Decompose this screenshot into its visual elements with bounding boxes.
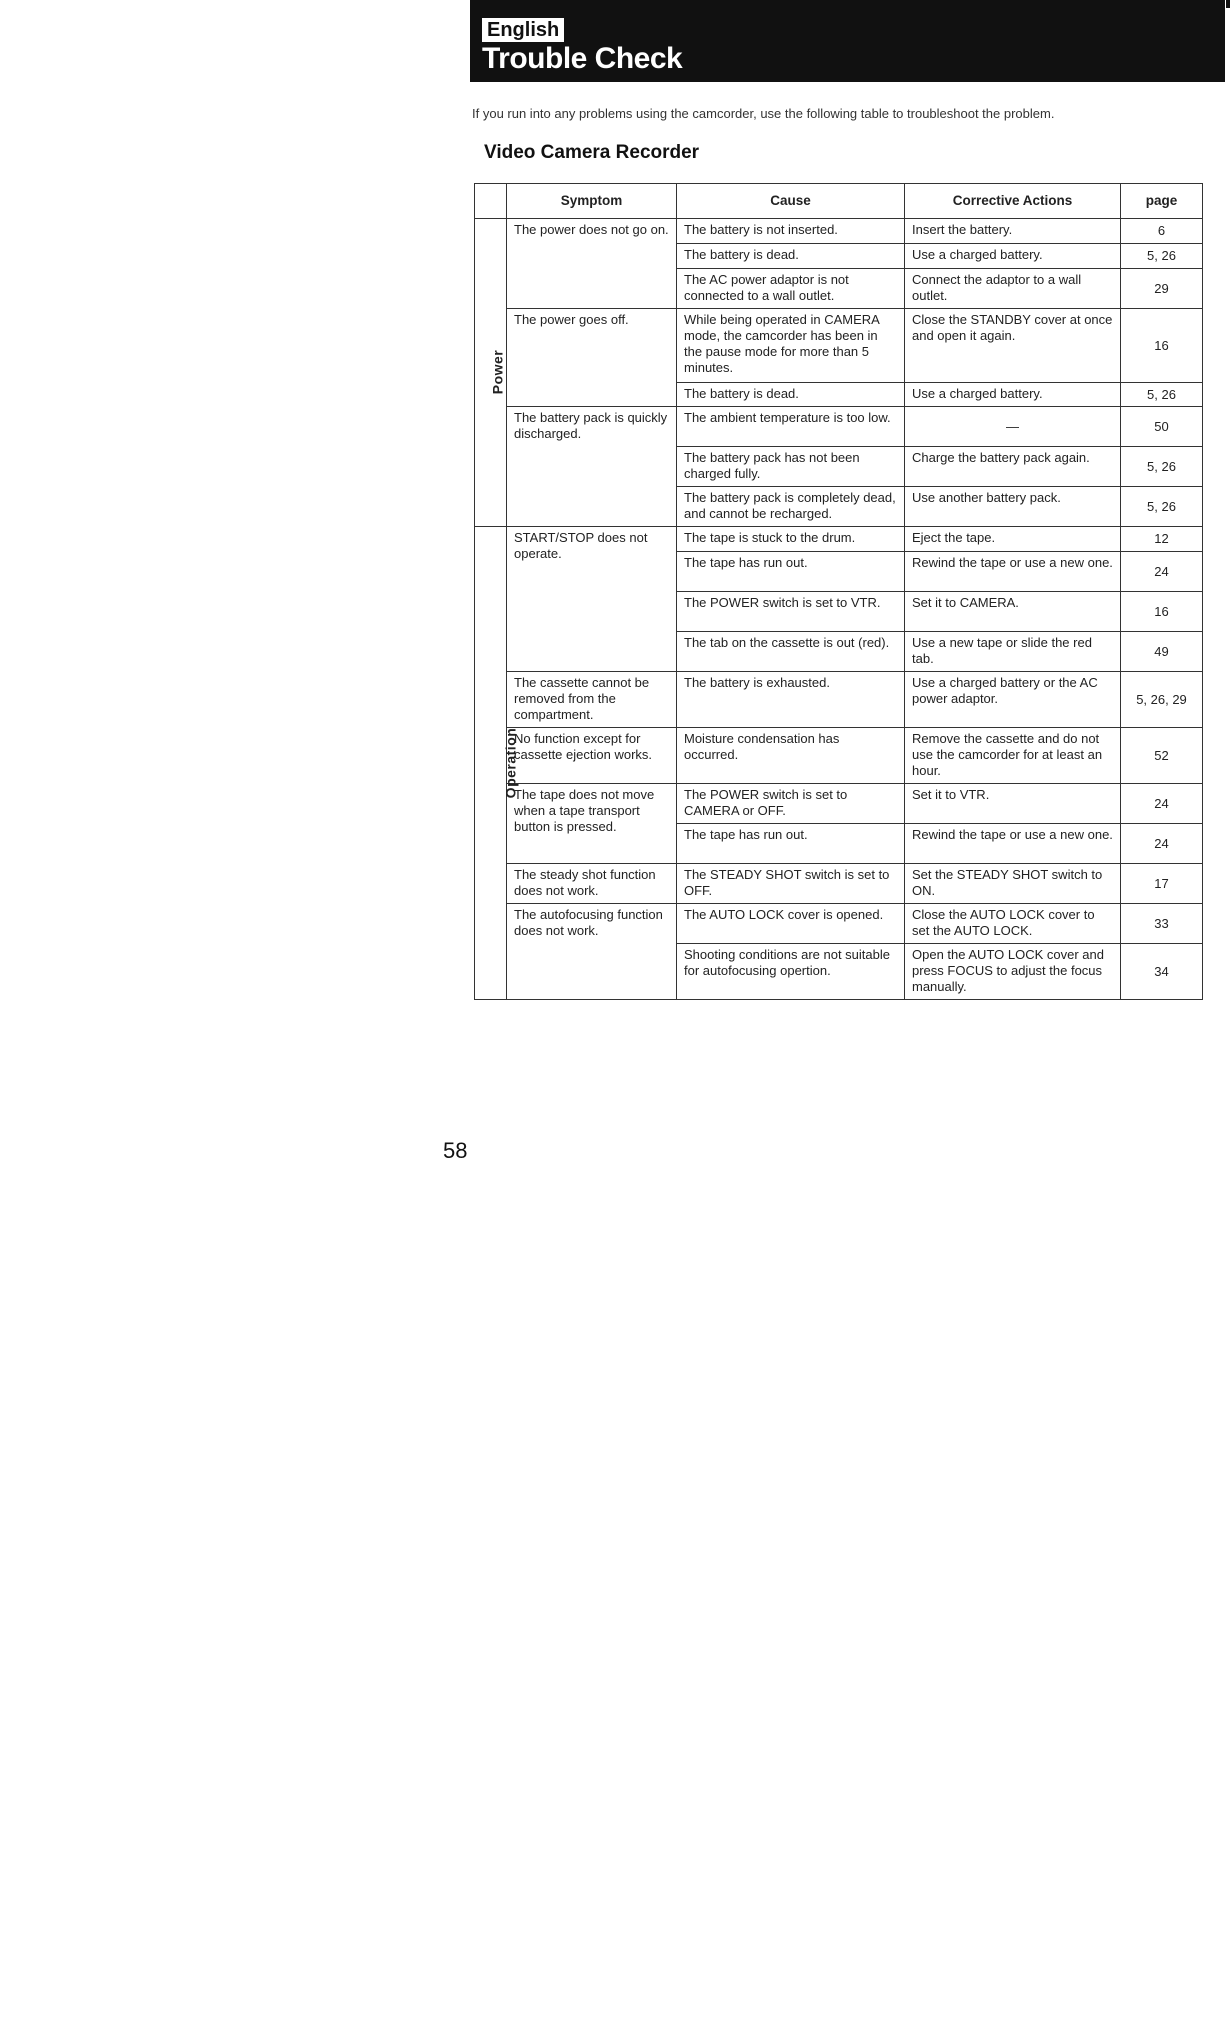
section-title: Video Camera Recorder bbox=[484, 142, 700, 163]
cause-cell: The battery is dead. bbox=[677, 244, 905, 269]
table-row bbox=[475, 904, 1203, 944]
cause-cell: The battery pack is completely dead, and cannot be recharged. bbox=[677, 487, 905, 527]
symptom-cell: The cassette cannot be removed from the compartment. bbox=[507, 672, 677, 728]
cause-cell: The POWER switch is set to CAMERA or OFF. bbox=[677, 784, 905, 824]
page-cell: 5, 26 bbox=[1121, 244, 1203, 269]
action-cell: Close the STANDBY cover at once and open it again. bbox=[905, 309, 1121, 383]
table-row bbox=[475, 407, 1203, 447]
trouble-table bbox=[474, 183, 1203, 1000]
cause-cell: Moisture condensation has occurred. bbox=[677, 728, 905, 784]
page-cell: 34 bbox=[1121, 944, 1203, 1000]
cause-cell: The tape is stuck to the drum. bbox=[677, 527, 905, 552]
symptom-cell: The steady shot function does not work. bbox=[507, 864, 677, 904]
page-cell: 24 bbox=[1121, 824, 1203, 864]
symptom-cell: The autofocusing function does not work. bbox=[507, 904, 677, 1000]
action-cell: Use another battery pack. bbox=[905, 487, 1121, 527]
page-cell: 50 bbox=[1121, 407, 1203, 447]
language-badge: English bbox=[482, 18, 564, 42]
cause-cell: The STEADY SHOT switch is set to OFF. bbox=[677, 864, 905, 904]
action-cell: Charge the battery pack again. bbox=[905, 447, 1121, 487]
page-cell: 52 bbox=[1121, 728, 1203, 784]
symptom-cell: The battery pack is quickly discharged. bbox=[507, 407, 677, 527]
page-cell: 6 bbox=[1121, 219, 1203, 244]
action-cell: Open the AUTO LOCK cover and press FOCUS to adjust the focus manually. bbox=[905, 944, 1121, 1000]
action-cell: Set the STEADY SHOT switch to ON. bbox=[905, 864, 1121, 904]
cause-cell: The tape has run out. bbox=[677, 824, 905, 864]
page-cell: 5, 26 bbox=[1121, 383, 1203, 407]
action-cell: — bbox=[905, 407, 1121, 447]
header-page: page bbox=[1121, 184, 1203, 219]
action-cell: Use a charged battery. bbox=[905, 383, 1121, 407]
cause-cell: Shooting conditions are not suitable for autofocusing opertion. bbox=[677, 944, 905, 1000]
cause-cell: The AUTO LOCK cover is opened. bbox=[677, 904, 905, 944]
table-row bbox=[475, 784, 1203, 824]
header-bar bbox=[470, 0, 1225, 82]
cause-cell: The tab on the cassette is out (red). bbox=[677, 632, 905, 672]
page-cell: 29 bbox=[1121, 269, 1203, 309]
header-action: Corrective Actions bbox=[905, 184, 1121, 219]
cause-cell: The ambient temperature is too low. bbox=[677, 407, 905, 447]
cause-cell: The POWER switch is set to VTR. bbox=[677, 592, 905, 632]
symptom-cell: The power does not go on. bbox=[507, 219, 677, 309]
symptom-cell: The tape does not move when a tape transport button is pressed. bbox=[507, 784, 677, 864]
page-title: Trouble Check bbox=[482, 42, 683, 75]
symptom-cell: No function except for cassette ejection works. bbox=[507, 728, 677, 784]
header-group-cell bbox=[475, 184, 507, 219]
page-cell: 24 bbox=[1121, 552, 1203, 592]
action-cell: Use a charged battery. bbox=[905, 244, 1121, 269]
table-row bbox=[475, 527, 1203, 552]
action-cell: Remove the cassette and do not use the camcorder for at least an hour. bbox=[905, 728, 1121, 784]
action-cell: Insert the battery. bbox=[905, 219, 1121, 244]
table-row bbox=[475, 728, 1203, 784]
page-number: 58 bbox=[443, 1138, 468, 1163]
page-cell: 33 bbox=[1121, 904, 1203, 944]
group-operation bbox=[475, 527, 519, 1000]
cause-cell: While being operated in CAMERA mode, the camcorder has been in the pause mode for more than 5 minutes. bbox=[677, 309, 905, 383]
corner-mark bbox=[1226, 0, 1230, 8]
symptom-cell: The power goes off. bbox=[507, 309, 677, 407]
cause-cell: The AC power adaptor is not connected to a wall outlet. bbox=[677, 269, 905, 309]
page-cell: 5, 26 bbox=[1121, 487, 1203, 527]
page-cell: 24 bbox=[1121, 784, 1203, 824]
page-cell: 12 bbox=[1121, 527, 1203, 552]
page-cell: 49 bbox=[1121, 632, 1203, 672]
action-cell: Set it to CAMERA. bbox=[905, 592, 1121, 632]
page-cell: 16 bbox=[1121, 309, 1203, 383]
intro-text: If you run into any problems using the camcorder, use the following table to troubleshoot the problem. bbox=[472, 106, 1055, 121]
table-row bbox=[475, 672, 1203, 728]
cause-cell: The tape has run out. bbox=[677, 552, 905, 592]
page-cell: 5, 26, 29 bbox=[1121, 672, 1203, 728]
group-power bbox=[475, 219, 507, 527]
page-cell: 17 bbox=[1121, 864, 1203, 904]
action-cell: Set it to VTR. bbox=[905, 784, 1121, 824]
header-cause: Cause bbox=[677, 184, 905, 219]
symptom-cell: START/STOP does not operate. bbox=[507, 527, 677, 672]
page-cell: 5, 26 bbox=[1121, 447, 1203, 487]
action-cell: Rewind the tape or use a new one. bbox=[905, 824, 1121, 864]
action-cell: Use a new tape or slide the red tab. bbox=[905, 632, 1121, 672]
cause-cell: The battery is not inserted. bbox=[677, 219, 905, 244]
action-cell: Close the AUTO LOCK cover to set the AUTO LOCK. bbox=[905, 904, 1121, 944]
table-header-row bbox=[475, 184, 1203, 219]
action-cell: Rewind the tape or use a new one. bbox=[905, 552, 1121, 592]
table-row bbox=[475, 864, 1203, 904]
cause-cell: The battery is dead. bbox=[677, 383, 905, 407]
action-cell: Connect the adaptor to a wall outlet. bbox=[905, 269, 1121, 309]
page-cell: 16 bbox=[1121, 592, 1203, 632]
header-symptom: Symptom bbox=[507, 184, 677, 219]
action-cell: Eject the tape. bbox=[905, 527, 1121, 552]
group-label: Operation bbox=[502, 727, 519, 798]
action-cell: Use a charged battery or the AC power adaptor. bbox=[905, 672, 1121, 728]
cause-cell: The battery is exhausted. bbox=[677, 672, 905, 728]
cause-cell: The battery pack has not been charged fully. bbox=[677, 447, 905, 487]
table-row bbox=[475, 309, 1203, 383]
group-label: Power bbox=[489, 349, 506, 395]
table-row bbox=[475, 219, 1203, 244]
